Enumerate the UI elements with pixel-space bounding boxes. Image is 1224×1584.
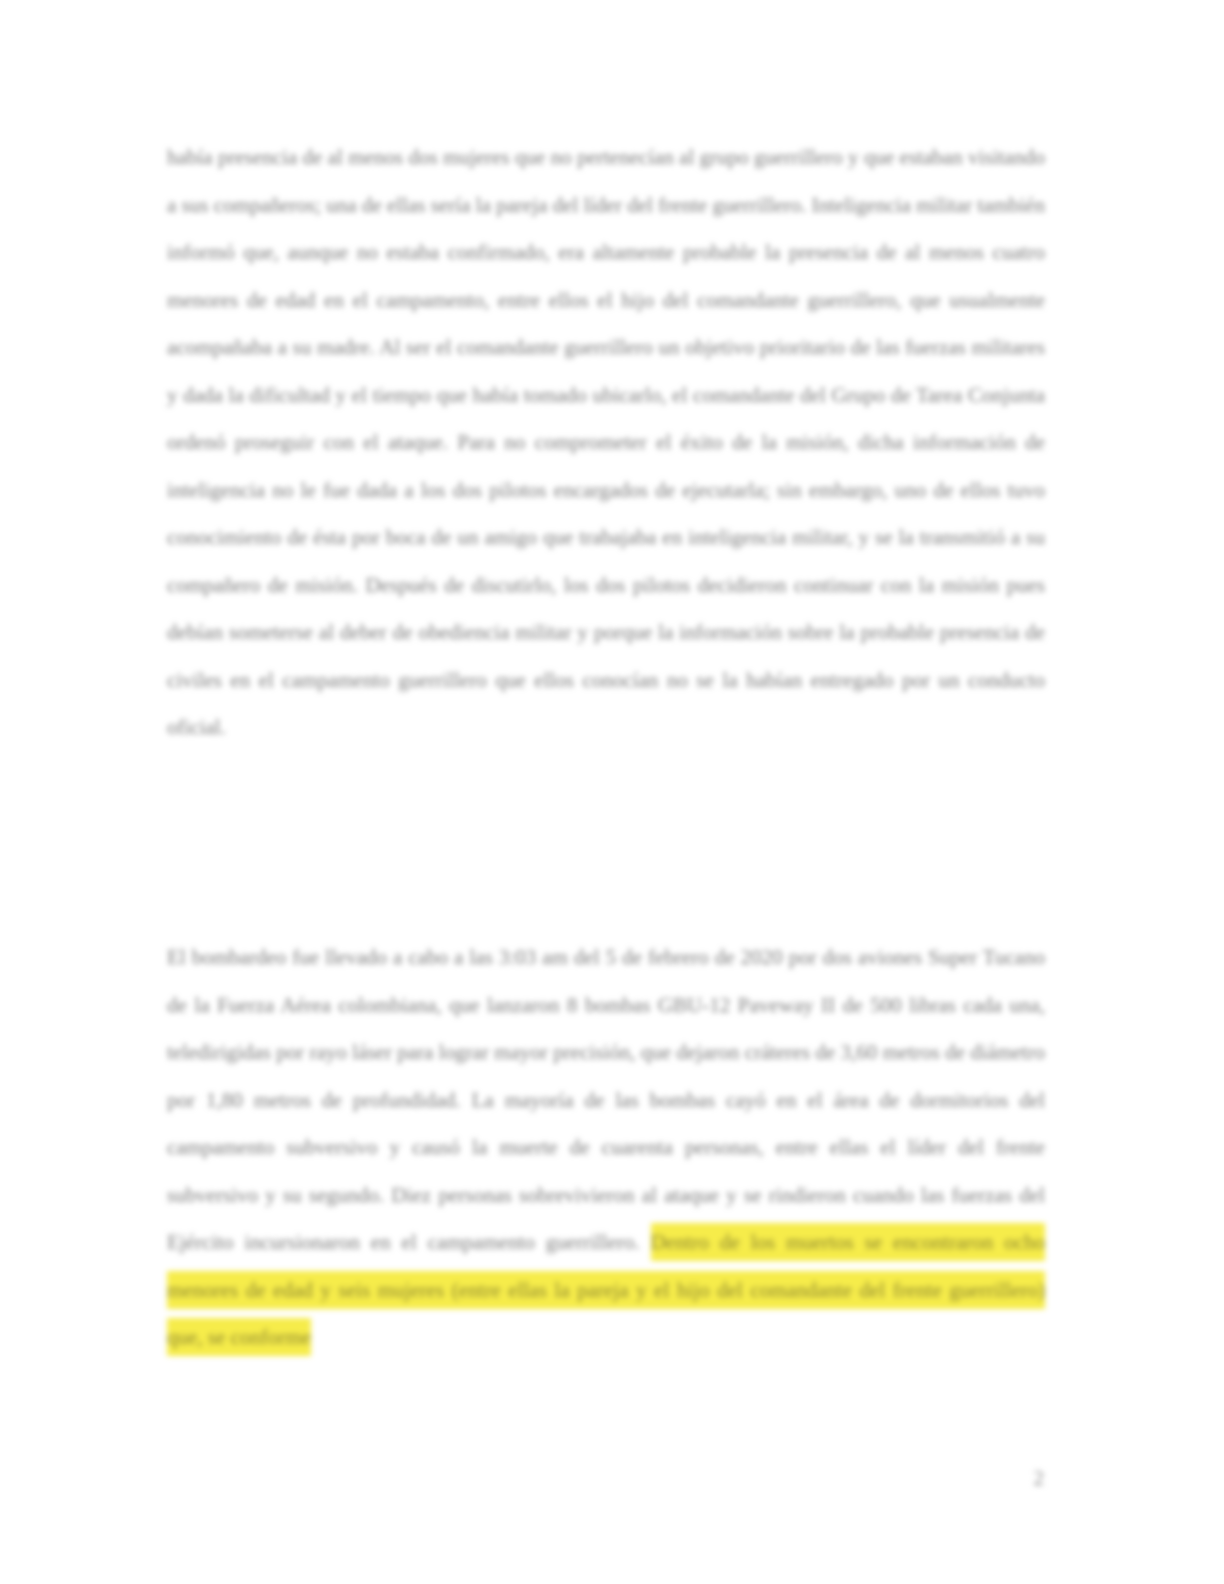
highlighted-text: Dentro de los muertos se encontraron ocho menores de edad y seis mujeres (entre ellas la pareja y el hijo del comandante del frente guerrillero) que, se conforme	[167, 1223, 1045, 1356]
body-paragraph-2	[167, 934, 1045, 1362]
body-paragraph-1: había presencia de al menos dos mujeres que no pertenecían al grupo guerrillero y que estaban visitando a sus compañeros; una de ellas sería la pareja del líder del frente guerrillero. Inteligencia militar también informó que, aunque no estaba confirmado, era altamente probable la presencia de al menos cuatro menores de edad en el campamento, entre ellos el hijo del comandante guerrillero, que usualmente acompañaba a su madre. Al ser el comandante guerrillero un objetivo prioritario de las fuerzas militares y dada la dificultad y el tiempo que había tomado ubicarlo, el comandante del Grupo de Tarea Conjunta ordenó proseguir con el ataque. Para no comprometer el éxito de la misión, dicha información de inteligencia no le fue dada a los dos pilotos encargados de ejecutarla; sin embargo, uno de ellos tuvo conocimiento de ésta por boca de un amigo que trabajaba en inteligencia militar, y se la transmitió a su compañero de misión. Después de discutirlo, los dos pilotos decidieron continuar con la misión pues debían someterse al deber de obediencia militar y porque la información sobre la probable presencia de civiles en el campamento guerrillero que ellos conocían no se la habían entregado por un conducto oficial.	[167, 145, 1045, 739]
page-number: 2	[1033, 1466, 1044, 1490]
paragraph-2-text: El bombardeo fue llevado a cabo a las 3:03 am del 5 de febrero de 2020 por dos aviones Super Tucano de la Fuerza Aérea colombiana, que lanzaron 8 bombas GBU-12 Paveway II de 500 libras cada una, teledirigidas por rayo láser para lograr mayor precisión, que dejaron cráteres de 3,60 metros de diámetro por 1,80 metros de profundidad. La mayoría de las bombas cayó en el área de dormitorios del campamento subversivo y causó la muerte de cuarenta personas, entre ellas el líder del frente subversivo y su segundo. Diez personas sobrevivieron al ataque y se rindieron cuando las fuerzas del Ejército incursionaron en el campamento guerrillero.	[167, 945, 1045, 1254]
